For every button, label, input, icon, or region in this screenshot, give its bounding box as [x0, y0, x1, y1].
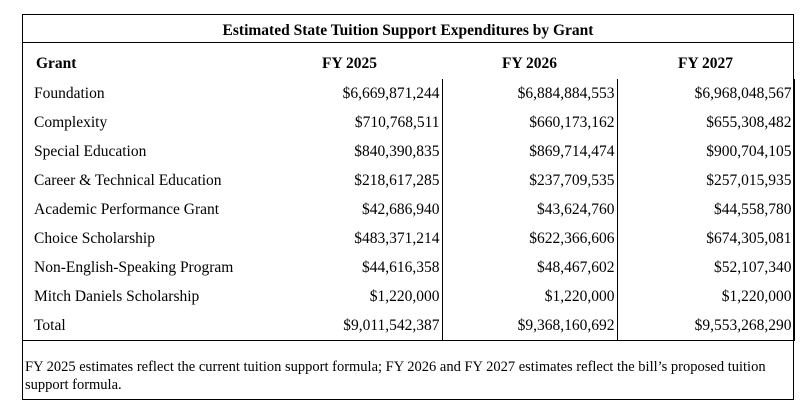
total-row — [23, 311, 794, 341]
fy2027-value: $44,558,780 — [617, 195, 794, 224]
total-label: Total — [23, 311, 257, 341]
fy2026-value: $660,173,162 — [442, 108, 617, 137]
grant-name: Complexity — [34, 113, 108, 131]
fy2025-value: $6,669,871,244 — [257, 79, 442, 108]
grant-name: Choice Scholarship — [34, 229, 155, 247]
column-header-grant: Grant — [36, 55, 77, 72]
grant-name: Academic Performance Grant — [34, 200, 220, 218]
fy2026-value: $622,366,606 — [442, 224, 617, 253]
table-row — [23, 224, 794, 253]
table-footnote: FY 2025 estimates reflect the current tuition support formula; FY 2026 and FY 2027 estimates reflect the bill’s proposed tuition support formula. — [25, 359, 766, 393]
grant-name: Non-English-Speaking Program — [34, 258, 234, 276]
grant-name: Special Education — [34, 142, 147, 160]
fy2025-value: $1,220,000 — [257, 282, 442, 311]
total-fy2027: $9,553,268,290 — [617, 311, 794, 341]
fy2027-value: $900,704,105 — [617, 137, 794, 166]
fy2025-value: $42,686,940 — [257, 195, 442, 224]
fy2025-value: $483,371,214 — [257, 224, 442, 253]
fy2027-value: $6,968,048,567 — [617, 79, 794, 108]
grant-name: Career & Technical Education — [34, 171, 222, 189]
fy2026-value: $869,714,474 — [442, 137, 617, 166]
fy2026-value: $6,884,884,553 — [442, 79, 617, 108]
header-row — [23, 49, 794, 79]
expenditures-table — [23, 49, 795, 341]
fy2025-value: $710,768,511 — [257, 108, 442, 137]
table-row — [23, 137, 794, 166]
table-row — [23, 108, 794, 137]
grant-name: Mitch Daniels Scholarship — [34, 287, 200, 305]
fy2027-value: $655,308,482 — [617, 108, 794, 137]
total-fy2025: $9,011,542,387 — [257, 311, 442, 341]
fy2026-value: $1,220,000 — [442, 282, 617, 311]
table-row — [23, 79, 794, 108]
table-title: Estimated State Tuition Support Expenditures by Grant — [222, 22, 594, 39]
fy2026-value: $237,709,535 — [442, 166, 617, 195]
tuition-table-frame — [22, 14, 794, 400]
fy2025-value: $218,617,285 — [257, 166, 442, 195]
fy2027-value: $52,107,340 — [617, 253, 794, 282]
table-row — [23, 166, 794, 195]
column-header-fy2027: FY 2027 — [678, 55, 733, 72]
table-row — [23, 195, 794, 224]
grant-name: Foundation — [34, 84, 105, 102]
fy2026-value: $48,467,602 — [442, 253, 617, 282]
fy2027-value: $1,220,000 — [617, 282, 794, 311]
table-row — [23, 282, 794, 311]
fy2027-value: $674,305,081 — [617, 224, 794, 253]
fy2026-value: $43,624,760 — [442, 195, 617, 224]
fy2027-value: $257,015,935 — [617, 166, 794, 195]
column-header-fy2026: FY 2026 — [502, 55, 557, 72]
table-row — [23, 253, 794, 282]
fy2025-value: $44,616,358 — [257, 253, 442, 282]
title-divider — [23, 42, 793, 43]
total-fy2026: $9,368,160,692 — [442, 311, 617, 341]
fy2025-value: $840,390,835 — [257, 137, 442, 166]
column-header-fy2025: FY 2025 — [322, 55, 377, 72]
